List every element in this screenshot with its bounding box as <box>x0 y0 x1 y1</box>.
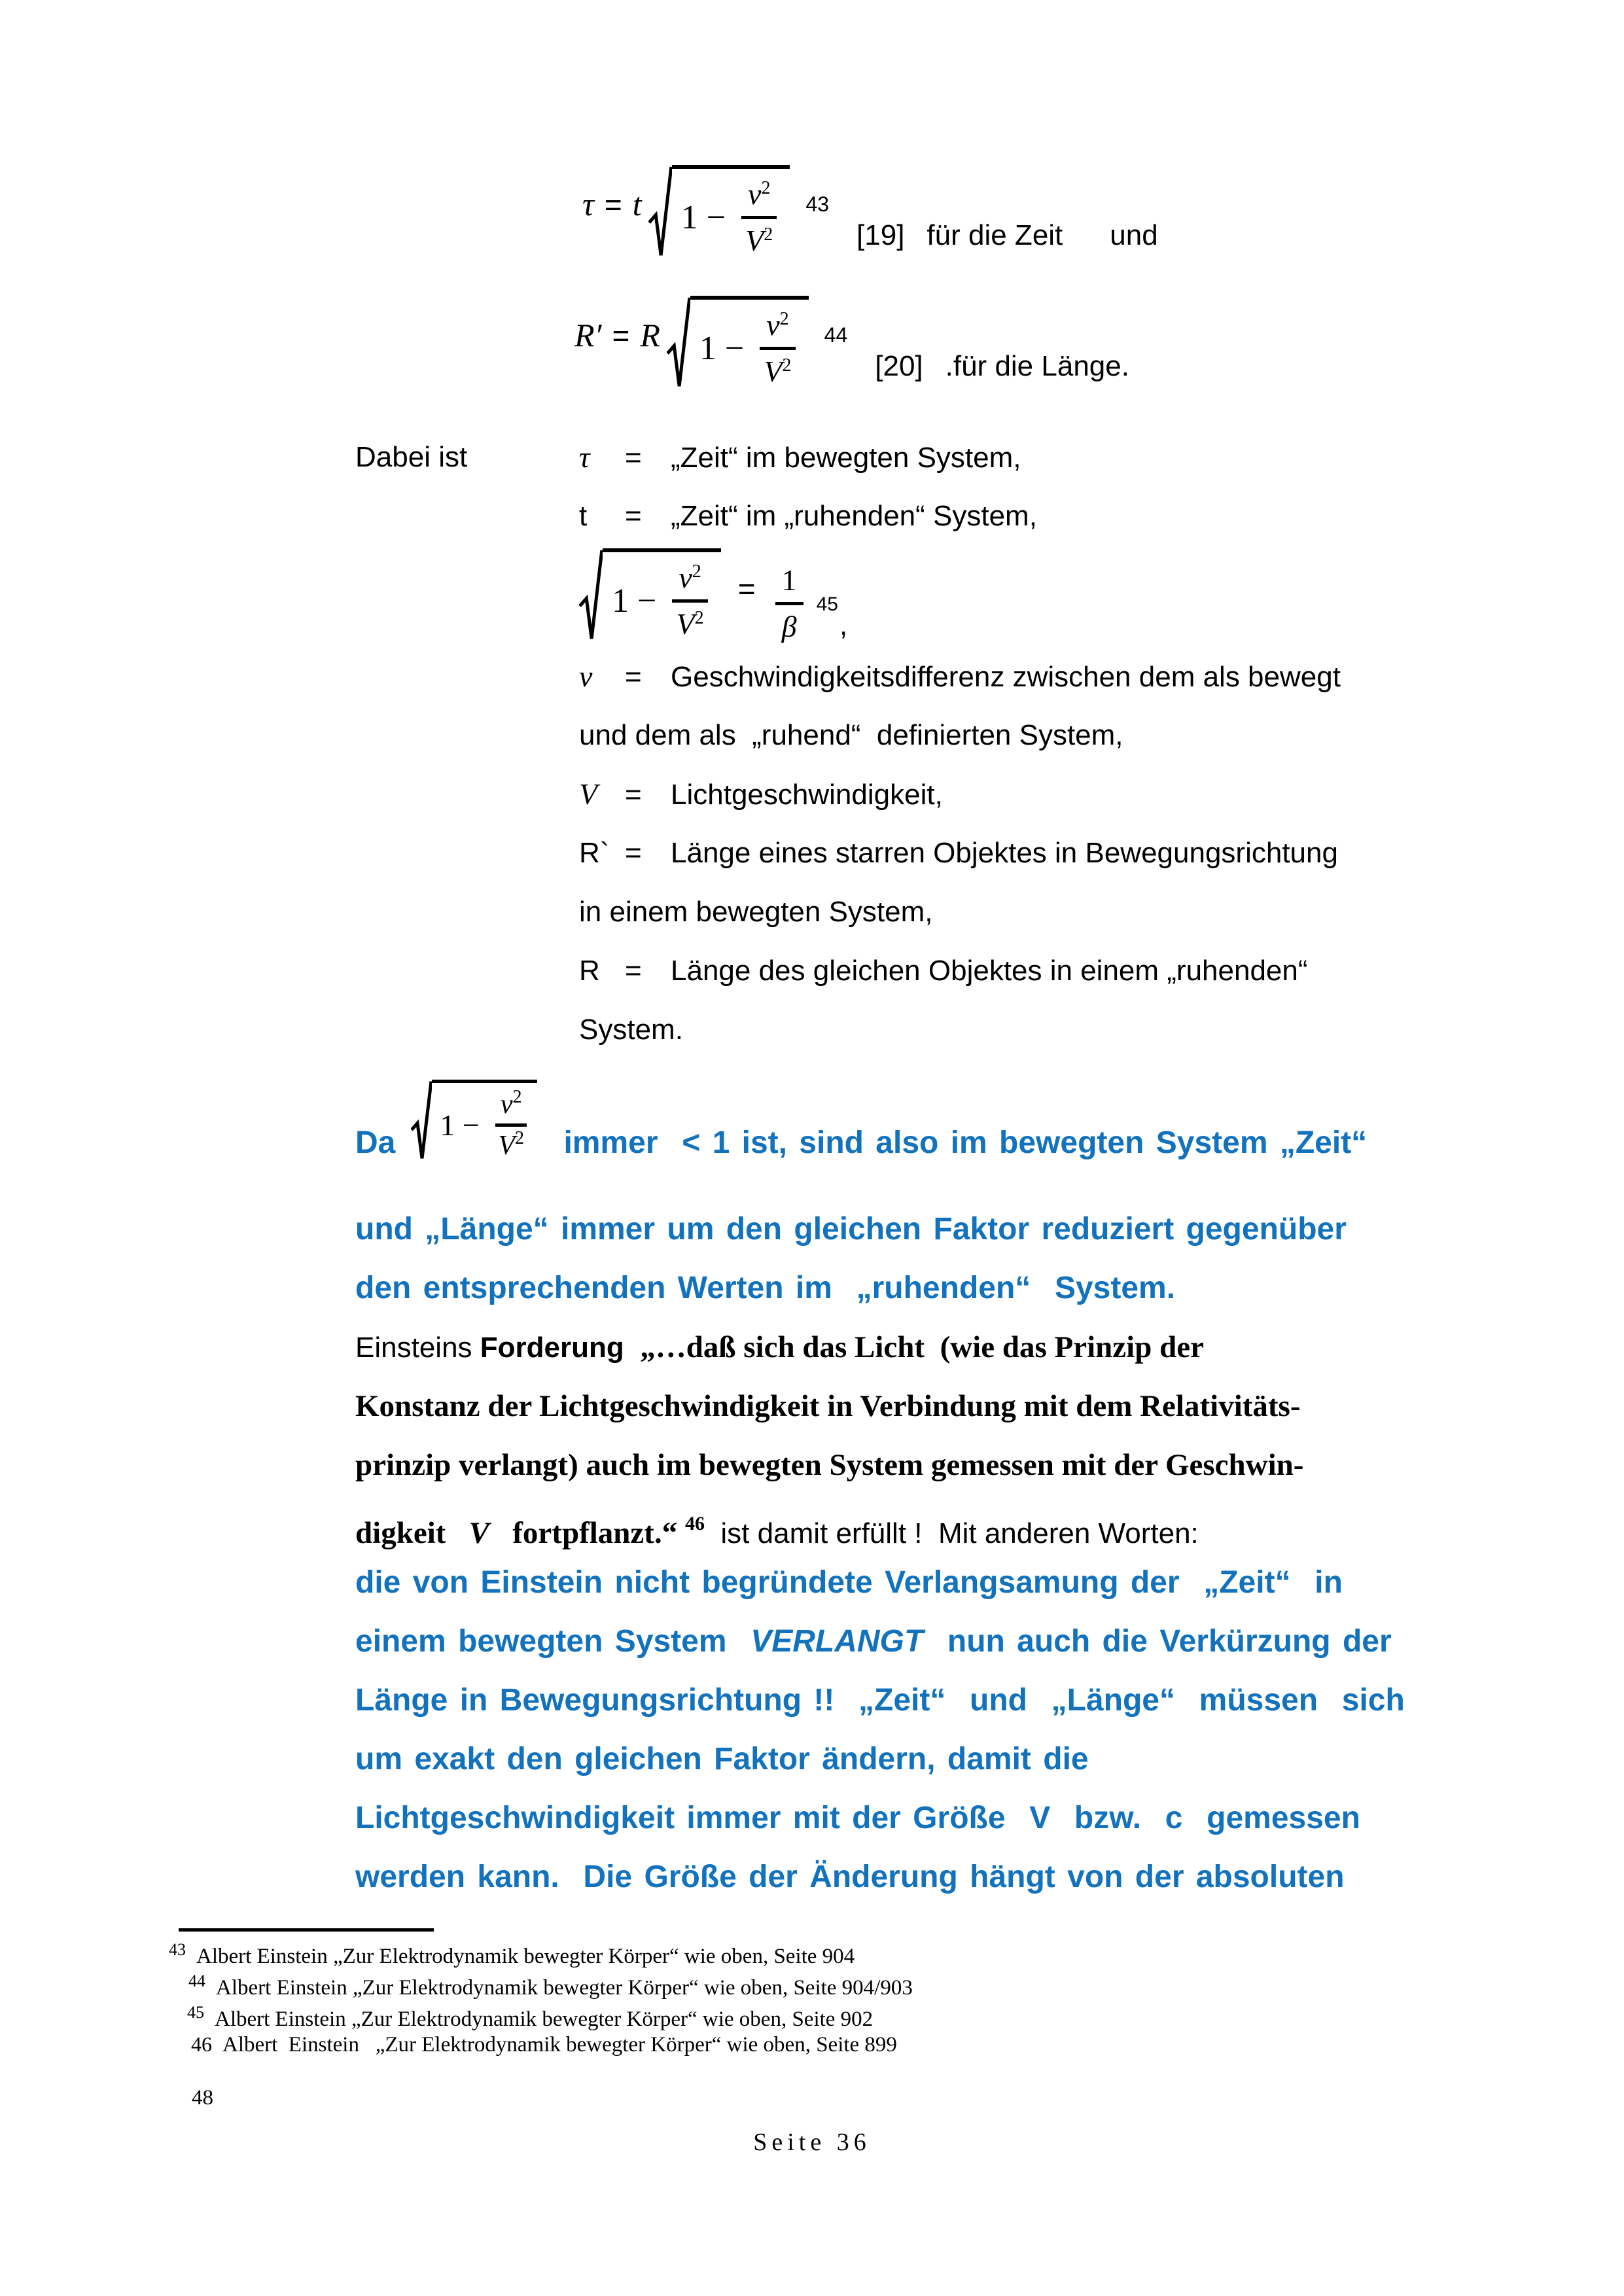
denominator: $V^2$ <box>676 607 704 641</box>
equals-sign: = <box>625 661 642 693</box>
r-prime-symbol: R` <box>579 837 610 869</box>
footnote-separator-rule <box>179 1928 434 1932</box>
definition-text: „Zeit“ im „ruhenden“ System, <box>671 500 1037 532</box>
footnote-number: 44 <box>188 1971 205 1990</box>
numerator: 1 <box>775 565 803 605</box>
footnote-marker-44: 44 <box>824 323 848 347</box>
blue-paragraph-2-line-4: um exakt den gleichen Faktor ändern, damit die <box>355 1742 1089 1776</box>
equation-beta <box>579 548 847 645</box>
da-word: Da <box>355 1125 396 1160</box>
v-symbol: v <box>579 660 593 693</box>
black-paragraph-line-1 <box>355 1318 1204 1377</box>
blue-text: einem bewegten System <box>355 1624 751 1659</box>
radical-sign <box>579 548 603 645</box>
blue-paragraph-2-line-3: Länge in Bewegungsrichtung !! „Zeit“ und „Länge“ müssen sich <box>355 1683 1405 1718</box>
tau-symbol: τ <box>579 440 590 474</box>
definition-text: Länge des gleichen Objektes in einem „ruhenden“ <box>671 955 1308 987</box>
square-root <box>648 165 790 261</box>
definition-text: und dem als „ruhend“ definierten System, <box>579 719 1123 751</box>
footnote-marker-45: 45 <box>816 593 838 615</box>
blue-paragraph-2-line-1: die von Einstein nicht begründete Verlangsamung der „Zeit“ in <box>355 1565 1343 1600</box>
equals-sign: = <box>625 442 642 474</box>
blue-paragraph-2-line-6: werden kann. Die Größe der Änderung hängt von der absoluten <box>355 1860 1345 1894</box>
r-symbol: R <box>640 317 660 353</box>
footnote-orphan-48 <box>192 2082 213 2113</box>
t-symbol: t <box>632 186 642 222</box>
conjunction-und: und <box>1110 219 1158 251</box>
equals-sign: = <box>737 572 756 606</box>
r-symbol: R <box>579 955 600 987</box>
equals-sign: = <box>625 500 642 532</box>
definition-text: „Zeit“ im bewegten System, <box>671 442 1021 474</box>
comma: , <box>839 609 848 641</box>
one-minus: 1 − <box>440 1108 480 1142</box>
equals-sign: = <box>604 188 622 222</box>
definition-text: in einem bewegten System, <box>579 896 933 928</box>
equation-number-20: [20] <box>875 350 923 382</box>
definition-v <box>579 647 1341 707</box>
fraction <box>760 310 795 387</box>
blue-paragraph-1-line-3: den entsprechenden Werten im „ruhenden“ System. <box>355 1271 1176 1305</box>
equation-number-19: [19] <box>856 219 905 251</box>
verlangt-word: VERLANGT <box>750 1624 924 1659</box>
definition-v-continuation <box>579 706 1123 765</box>
equation-caption: für die Zeit <box>927 219 1063 251</box>
footnote-marker-43: 43 <box>805 192 830 216</box>
radicand <box>603 548 721 645</box>
footnote-text: Albert Einstein „Zur Elektrodynamik bewegter Körper“ wie oben, Seite 904 <box>196 1945 855 1968</box>
footnote-number: 43 <box>169 1940 186 1959</box>
footnote-text: Albert Einstein „Zur Elektrodynamik bewegter Körper“ wie oben, Seite 902 <box>215 2007 874 2031</box>
forderung-word: Forderung <box>480 1332 641 1364</box>
blue-text: immer < 1 ist, sind also im bewegten System „Zeit“ <box>563 1125 1368 1160</box>
definition-text: Geschwindigkeitsdifferenz zwischen dem als bewegt <box>671 661 1341 693</box>
fraction <box>495 1087 527 1161</box>
numerator: $v^2$ <box>741 179 777 219</box>
one-minus: 1 − <box>680 198 726 236</box>
beta-symbol: β <box>781 610 797 643</box>
square-root <box>667 296 809 392</box>
r-prime-symbol: R′ <box>574 317 602 353</box>
denominator: $V^2$ <box>498 1128 524 1161</box>
tau-symbol: τ <box>582 186 594 222</box>
equation-lhs <box>574 316 660 354</box>
equals-sign: = <box>625 837 642 869</box>
page-number: Seite 36 <box>753 2128 871 2156</box>
quote-text: „…daß sich das Licht (wie das Prinzip der <box>640 1330 1204 1364</box>
denominator: $V^2$ <box>764 355 792 388</box>
equation-length-contraction <box>574 296 1129 392</box>
footnote-text: Albert Einstein „Zur Elektrodynamik bewegter Körper“ wie oben, Seite 904/903 <box>216 1976 913 2000</box>
definition-r-continuation <box>579 1000 683 1059</box>
radical-sign <box>667 296 690 392</box>
footnote-46 <box>191 2028 897 2060</box>
equals-sign: = <box>625 779 642 811</box>
definition-t <box>579 487 1037 546</box>
quote-text: digkeit <box>355 1516 469 1550</box>
radicand <box>432 1080 537 1163</box>
V-symbol: V <box>468 1516 490 1550</box>
one-minus: 1 − <box>699 329 745 367</box>
square-root <box>411 1080 537 1163</box>
black-paragraph-line-3: prinzip verlangt) auch im bewegten System gemessen mit der Geschwin- <box>355 1448 1304 1482</box>
definition-r-prime-continuation <box>579 883 933 942</box>
definition-text: System. <box>579 1014 683 1046</box>
black-paragraph-line-2: Konstanz der Lichtgeschwindigkeit in Verbindung mit dem Relativitäts- <box>355 1389 1301 1423</box>
numerator: $v^2$ <box>495 1091 527 1127</box>
footnote-number: 48 <box>192 2086 213 2110</box>
definition-text: Länge eines starren Objektes in Bewegungsrichtung <box>671 837 1338 869</box>
fraction <box>741 179 777 256</box>
dabei-ist-label: Dabei ist <box>355 441 468 473</box>
definition-r-prime <box>579 824 1338 883</box>
fraction <box>672 563 707 639</box>
equation-time-dilation <box>582 165 1158 261</box>
t-symbol: t <box>579 500 588 532</box>
quote-text: fortpflanzt.“ <box>489 1516 685 1550</box>
equals-sign: = <box>612 319 630 353</box>
blue-paragraph-2-line-5: Lichtgeschwindigkeit immer mit der Größe V bzw. c gemessen <box>355 1801 1360 1835</box>
radical-sign <box>648 165 672 261</box>
denominator: $V^2$ <box>745 224 773 257</box>
one-minus: 1 − <box>612 582 657 620</box>
equation-lhs <box>582 185 642 223</box>
definition-V <box>579 765 943 824</box>
sans-text: ist damit erfüllt ! Mit anderen Worten: <box>704 1517 1199 1549</box>
square-root <box>579 548 721 645</box>
V-symbol: V <box>579 777 598 811</box>
footnote-text: Albert Einstein „Zur Elektrodynamik bewegter Körper“ wie oben, Seite 899 <box>222 2033 897 2057</box>
footnote-number: 46 <box>191 2032 212 2056</box>
blue-paragraph-2-line-2 <box>355 1612 1392 1671</box>
blue-paragraph-1-line-2: und „Länge“ immer um den gleichen Faktor reduziert gegenüber <box>355 1212 1347 1246</box>
definition-tau <box>579 428 1021 487</box>
definition-r <box>579 942 1308 1000</box>
definition-text: Lichtgeschwindigkeit, <box>671 779 943 811</box>
numerator: $v^2$ <box>672 563 707 603</box>
blue-text: nun auch die Verkürzung der <box>923 1624 1392 1659</box>
radicand <box>690 296 809 392</box>
radicand <box>672 165 790 261</box>
footnote-marker-46: 46 <box>684 1513 705 1534</box>
equation-caption: .für die Länge. <box>945 350 1129 382</box>
equals-sign: = <box>625 955 642 987</box>
radical-sign <box>411 1080 432 1163</box>
einsteins-word: Einsteins <box>355 1332 480 1364</box>
numerator: $v^2$ <box>760 310 795 350</box>
footnote-number: 45 <box>187 2003 204 2022</box>
fraction-one-over-beta <box>775 565 803 642</box>
blue-paragraph-1-line-1 <box>355 1080 1367 1163</box>
